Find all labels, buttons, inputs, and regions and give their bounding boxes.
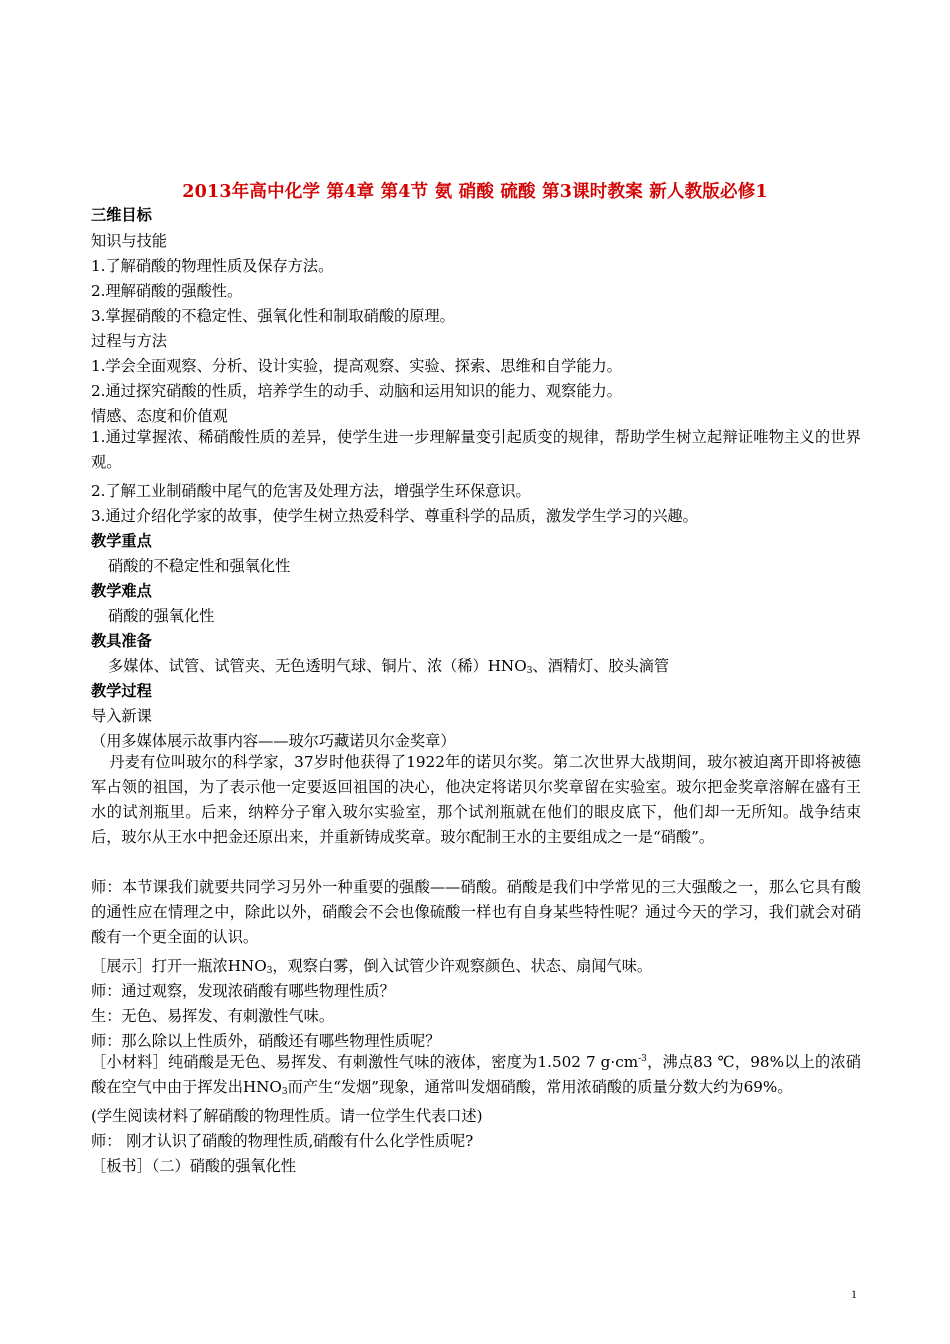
knowledge-item: 3.掌握硝酸的不稳定性、强氧化性和制取硝酸的原理。 [91,307,455,325]
process-method-heading: 过程与方法 [91,332,167,350]
demonstration-line: ［展示］打开一瓶浓$HNO_3$，观察白雾，倒入试管少许观察颜色、状态、扇闻气味。 [91,957,653,976]
knowledge-item: 2.理解硝酸的强酸性。 [91,282,243,300]
emotion-item-3: 3.通过介绍化学家的故事，使学生树立热爱科学、尊重科学的品质，激发学生学习的兴趣。 [91,507,698,525]
knowledge-item: 1.了解硝酸的物理性质及保存方法。 [91,257,334,275]
emotion-heading: 情感、态度和价值观 [91,407,228,425]
small-material-paragraph: ［小材料］纯硝酸是无色、易挥发、有刺激性气味的液体，密度为1.502 7 $g\cdot cm^{-3}$，沸点83 ℃，98%以上的浓硝酸在空气中由于挥发出$HNO_3$而产生“发烟”现象，通常叫发烟硝酸，常用浓硝酸的质量分数大约为69%。 [91,1053,861,1097]
objectives-heading: 三维目标 [91,206,152,224]
materials-text: 多媒体、试管、试管夹、无色透明气球、铜片、浓（稀）$HNO_3$、酒精灯、胶头滴管 [108,657,670,676]
teacher-statement-1: 师：本节课我们就要共同学习另外一种重要的强酸——硝酸。硝酸是我们中学常见的三大强酸之一，那么它具有酸的通性应在情理之中，除此以外，硝酸会不会也像硫酸一样也有自身某些特性呢？通过今天的学习，我们就会对硝酸有一个更全面的认识。 [91,878,861,946]
process-heading: 教学过程 [91,682,152,700]
document-title: 2013年高中化学 第4章 第4节 氨 硝酸 硫酸 第3课时教案 新人教版必修1 [182,182,768,202]
page-number: 1 [851,1287,857,1301]
teacher-question-3: 师：那么除以上性质外，硝酸还有哪些物理性质呢？ [91,1032,441,1050]
emotion-item-1: 1.通过掌握浓、稀硝酸性质的差异，使学生进一步理解量变引起质变的规律，帮助学生树立起辩证唯物主义的世界观。 [91,428,861,471]
process-method-item: 2.通过探究硝酸的性质，培养学生的动手、动脑和运用知识的能力、观察能力。 [91,382,622,400]
intro-heading: 导入新课 [91,707,152,725]
process-method-item: 1.学会全面观察、分析、设计实验，提高观察、实验、探索、思维和自学能力。 [91,357,622,375]
teacher-question-4: 师： 刚才认识了硝酸的物理性质,硝酸有什么化学性质呢? [91,1132,474,1150]
reading-note: (学生阅读材料了解硝酸的物理性质。请一位学生代表口述) [91,1107,483,1125]
teacher-question-2: 师：通过观察，发现浓硝酸有哪些物理性质？ [91,982,395,1000]
intro-note: （用多媒体展示故事内容——玻尔巧藏诺贝尔金奖章） [91,732,456,750]
board-note: ［板书］（二）硝酸的强氧化性 [91,1157,297,1175]
difficulty-text: 硝酸的强氧化性 [108,607,215,625]
key-point-heading: 教学重点 [91,532,152,550]
materials-heading: 教具准备 [91,632,152,650]
knowledge-heading: 知识与技能 [91,232,167,250]
key-point-text: 硝酸的不稳定性和强氧化性 [108,557,291,575]
story-paragraph: 丹麦有位叫玻尔的科学家，37岁时他获得了1922年的诺贝尔奖。第二次世界大战期间，玻尔被迫离开即将被德军占领的祖国，为了表示他一定要返回祖国的决心，他决定将诺贝尔奖章留在实验室。玻尔把金奖章溶解在盛有王水的试剂瓶里。后来，纳粹分子窜入玻尔实验室，那个试剂瓶就在他们的眼皮底下，他们却一无所知。战争结束后，玻尔从王水中把金还原出来，并重新铸成奖章。玻尔配制王水的主要组成之一是“硝酸”。 [91,753,861,846]
difficulty-heading: 教学难点 [91,582,152,600]
student-answer: 生：无色、易挥发、有刺激性气味。 [91,1007,334,1025]
emotion-item-2: 2.了解工业制硝酸中尾气的危害及处理方法，增强学生环保意识。 [91,482,531,500]
